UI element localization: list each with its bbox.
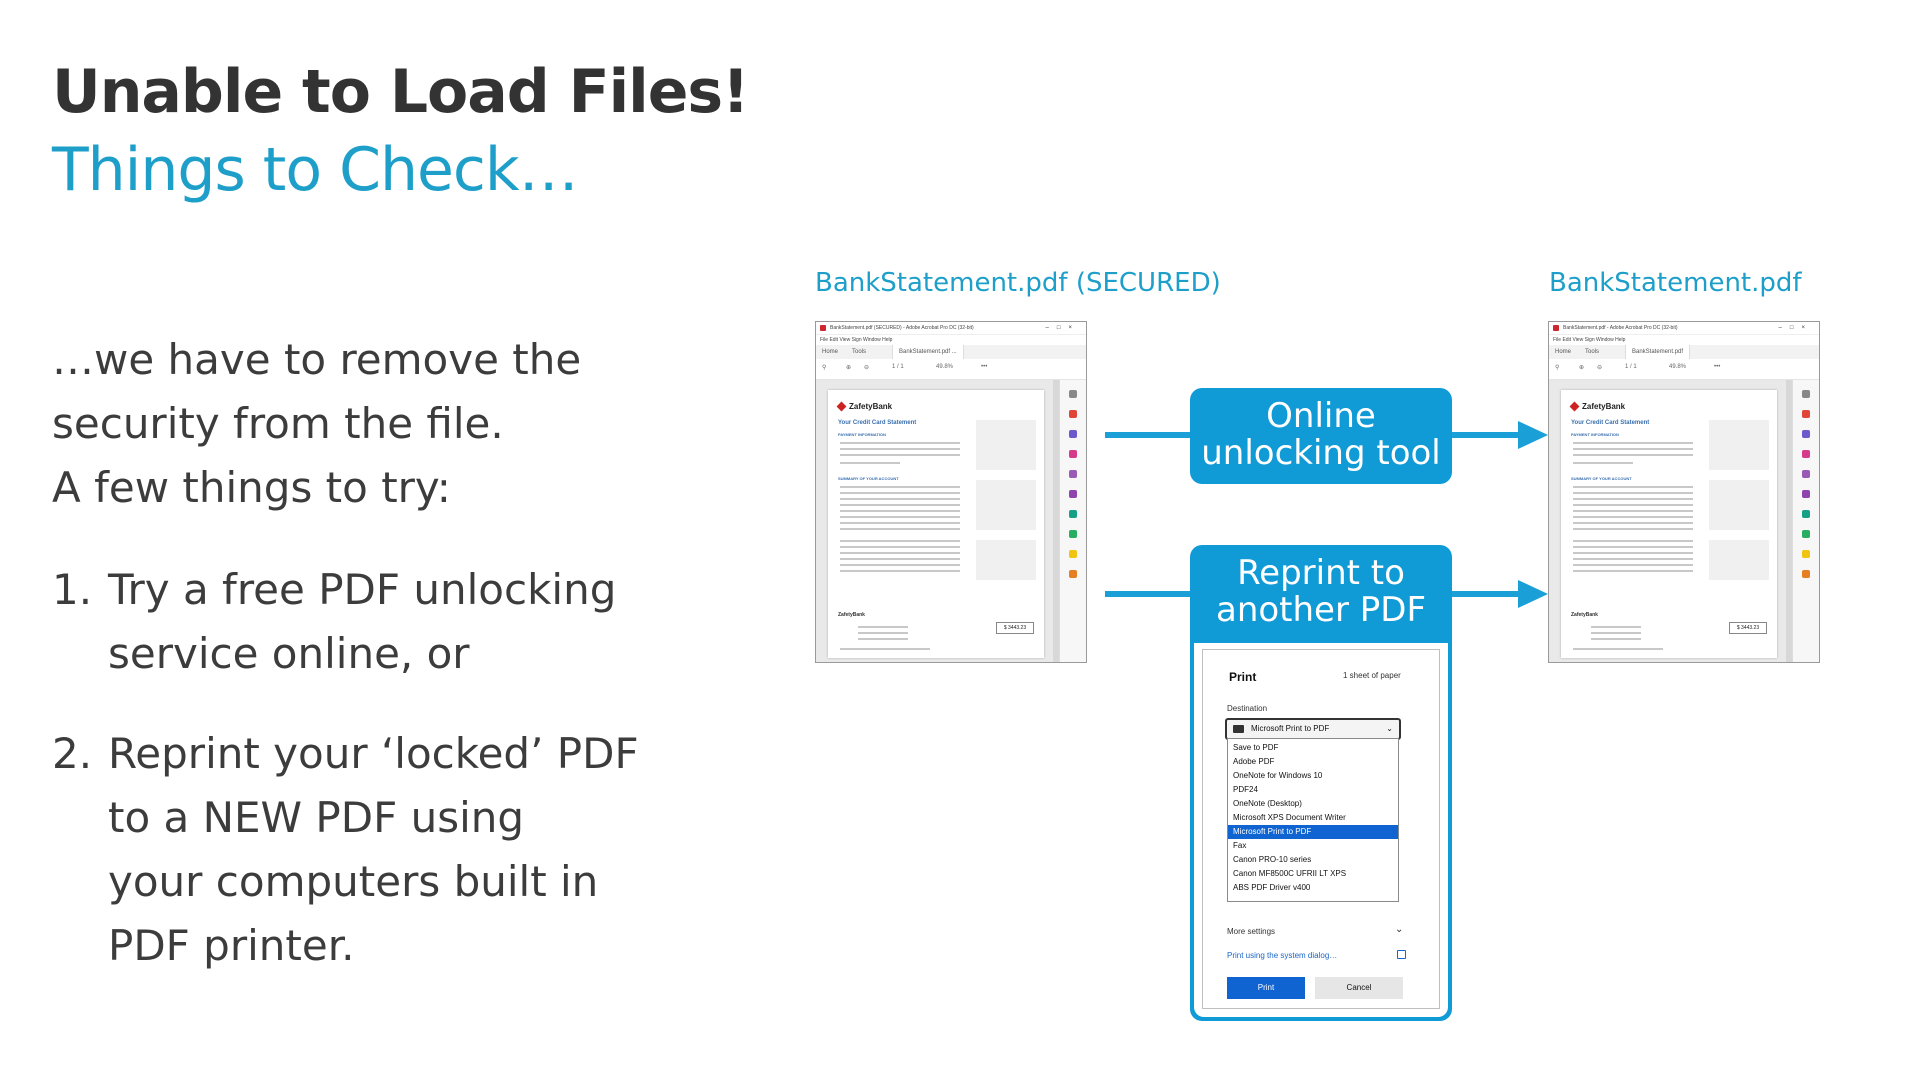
search-icon[interactable]: ⚲ [1555, 365, 1560, 371]
printer-option[interactable]: Canon PRO-10 series [1233, 855, 1312, 864]
arrow-right-top-line [1450, 432, 1520, 438]
section-summary: SUMMARY OF YOUR ACCOUNT [838, 476, 899, 481]
arrow-right-top-icon [1518, 421, 1548, 449]
intro-line: A few things to try: [52, 463, 451, 512]
printer-option-selected[interactable]: Microsoft Print to PDF [1228, 825, 1398, 839]
arrow-left-top [1105, 432, 1195, 438]
bank-brand: ZafetyBank [849, 402, 893, 411]
window-title: BankStatement.pdf (SECURED) - Adobe Acrobat Pro DC (32-bit) [830, 325, 974, 331]
printer-option[interactable]: Canon MF8500C UFRII LT XPS [1233, 869, 1347, 878]
page-down-icon[interactable]: ⊖ [1597, 365, 1603, 371]
printer-option[interactable]: Microsoft XPS Document Writer [1233, 813, 1346, 822]
organize-icon[interactable] [1069, 450, 1077, 458]
destination-select[interactable] [1225, 718, 1401, 740]
page-up-icon[interactable]: ⊕ [846, 365, 852, 371]
step-line: Try a free PDF unlocking [108, 565, 617, 614]
protect-icon[interactable] [1802, 530, 1810, 538]
payment-slip-brand: ZafetyBank [1571, 612, 1598, 618]
page-up-icon[interactable]: ⊕ [1579, 365, 1585, 371]
payment-slip-brand: ZafetyBank [838, 612, 865, 618]
amount-box: $ 3443.23 [1729, 622, 1767, 634]
zoom-icon[interactable] [1802, 390, 1810, 398]
organize-icon[interactable] [1802, 450, 1810, 458]
acrobat-toolbar [1549, 359, 1819, 380]
step-line: Reprint your ‘locked’ PDF [108, 729, 639, 778]
callout-line: Online [1266, 396, 1376, 436]
menu-bar[interactable]: File Edit View Sign Window Help [820, 337, 893, 343]
secured-file-label: BankStatement.pdf (SECURED) [815, 268, 1221, 298]
window-controls-icon[interactable]: –□× [1045, 325, 1080, 331]
slide-subtitle: Things to Check… [52, 135, 578, 205]
page-indicator: 1 / 1 [1625, 364, 1637, 370]
create-pdf-icon[interactable] [1802, 410, 1810, 418]
printer-option[interactable]: Fax [1233, 841, 1247, 850]
callout-line: Reprint to [1237, 553, 1405, 593]
fill-sign-icon[interactable] [1802, 490, 1810, 498]
step-line: to a NEW PDF using [108, 793, 525, 842]
step-line: service online, or [108, 629, 470, 678]
online-unlocking-callout [1190, 388, 1452, 484]
comment-icon[interactable] [1802, 430, 1810, 438]
destination-label: Destination [1227, 704, 1268, 713]
amount-box: $ 3443.23 [996, 622, 1034, 634]
print-button[interactable]: Print [1227, 977, 1305, 999]
intro-line: …we have to remove the [52, 335, 582, 384]
slide-title: Unable to Load Files! [52, 57, 749, 127]
more-settings-link[interactable]: More settings [1227, 927, 1276, 936]
window-title: BankStatement.pdf - Adobe Acrobat Pro DC (32-bit) [1563, 325, 1678, 331]
statement-title: Your Credit Card Statement [1571, 420, 1650, 426]
statement-title: Your Credit Card Statement [838, 420, 917, 426]
callout-line: unlocking tool [1201, 433, 1441, 473]
print-dialog [1194, 643, 1448, 1017]
tab-document[interactable]: BankStatement.pdf ... [892, 345, 964, 359]
sheet-count: 1 sheet of paper [1343, 671, 1401, 680]
callout-line: another PDF [1215, 590, 1426, 630]
section-summary: SUMMARY OF YOUR ACCOUNT [1571, 476, 1632, 481]
tab-tools[interactable]: Tools [852, 349, 867, 355]
stamp-icon[interactable] [1069, 550, 1077, 558]
tab-home[interactable]: Home [1555, 349, 1572, 355]
printer-option[interactable]: OneNote (Desktop) [1233, 799, 1302, 808]
destination-list [1227, 738, 1399, 902]
tab-home[interactable]: Home [822, 349, 839, 355]
printer-option[interactable]: Adobe PDF [1233, 757, 1275, 766]
intro-text [52, 328, 581, 520]
step-number: 1. [52, 565, 93, 614]
bank-logo-icon [1570, 402, 1580, 412]
protect-icon[interactable] [1069, 530, 1077, 538]
system-dialog-link[interactable]: Print using the system dialog… [1227, 951, 1338, 960]
comment-bubble-icon[interactable] [1802, 570, 1810, 578]
page-down-icon[interactable]: ⊖ [864, 365, 870, 371]
acrobat-icon [820, 325, 826, 331]
unlocked-pdf-window [1548, 321, 1820, 663]
acrobat-toolbar [816, 359, 1086, 380]
comment-icon[interactable] [1069, 430, 1077, 438]
chevron-down-icon: ⌄ [1386, 724, 1393, 733]
unlocked-file-label: BankStatement.pdf [1549, 268, 1802, 298]
print-dialog-title: Print [1229, 670, 1257, 684]
stamp-icon[interactable] [1802, 550, 1810, 558]
step-line: PDF printer. [108, 921, 355, 970]
cancel-button[interactable]: Cancel [1315, 977, 1403, 999]
secured-pdf-window [815, 321, 1087, 663]
zoom-level[interactable]: 49.8% [936, 364, 954, 370]
external-link-icon[interactable] [1397, 950, 1406, 959]
tab-tools[interactable]: Tools [1585, 349, 1600, 355]
create-pdf-icon[interactable] [1069, 410, 1077, 418]
zoom-level[interactable]: 49.8% [1669, 364, 1687, 370]
tools-rail [1792, 380, 1819, 662]
search-icon[interactable]: ⚲ [822, 365, 827, 371]
printer-option[interactable]: Save to PDF [1233, 743, 1279, 752]
more-icon[interactable]: ••• [1714, 364, 1721, 370]
tools-rail [1059, 380, 1086, 662]
arrow-right-bottom-icon [1518, 580, 1548, 608]
step-number: 2. [52, 729, 93, 778]
scan-icon[interactable] [1802, 510, 1810, 518]
arrow-right-bottom-line [1450, 591, 1520, 597]
export-icon[interactable] [1069, 470, 1077, 478]
bank-logo-icon [837, 402, 847, 412]
menu-bar[interactable]: File Edit View Sign Window Help [1553, 337, 1626, 343]
tab-document[interactable]: BankStatement.pdf [1625, 345, 1690, 359]
pdf-page [1561, 390, 1777, 658]
acrobat-icon [1553, 325, 1559, 331]
page-indicator: 1 / 1 [892, 364, 904, 370]
arrow-left-bottom [1105, 591, 1195, 597]
step-line: your computers built in [108, 857, 599, 906]
fill-sign-icon[interactable] [1069, 490, 1077, 498]
printer-icon [1233, 725, 1244, 733]
section-payment: PAYMENT INFORMATION [1571, 432, 1619, 437]
printer-option[interactable]: PDF24 [1233, 785, 1258, 794]
chevron-down-icon[interactable]: ⌄ [1395, 924, 1404, 935]
printer-option[interactable]: OneNote for Windows 10 [1233, 771, 1323, 780]
window-controls-icon[interactable]: –□× [1778, 325, 1813, 331]
section-payment: PAYMENT INFORMATION [838, 432, 886, 437]
selected-printer: Microsoft Print to PDF [1251, 724, 1330, 733]
comment-bubble-icon[interactable] [1069, 570, 1077, 578]
pdf-page [828, 390, 1044, 658]
intro-line: security from the file. [52, 399, 504, 448]
export-icon[interactable] [1802, 470, 1810, 478]
bank-brand: ZafetyBank [1582, 402, 1626, 411]
zoom-icon[interactable] [1069, 390, 1077, 398]
scan-icon[interactable] [1069, 510, 1077, 518]
more-icon[interactable]: ••• [981, 364, 988, 370]
printer-option[interactable]: ABS PDF Driver v400 [1233, 883, 1311, 892]
